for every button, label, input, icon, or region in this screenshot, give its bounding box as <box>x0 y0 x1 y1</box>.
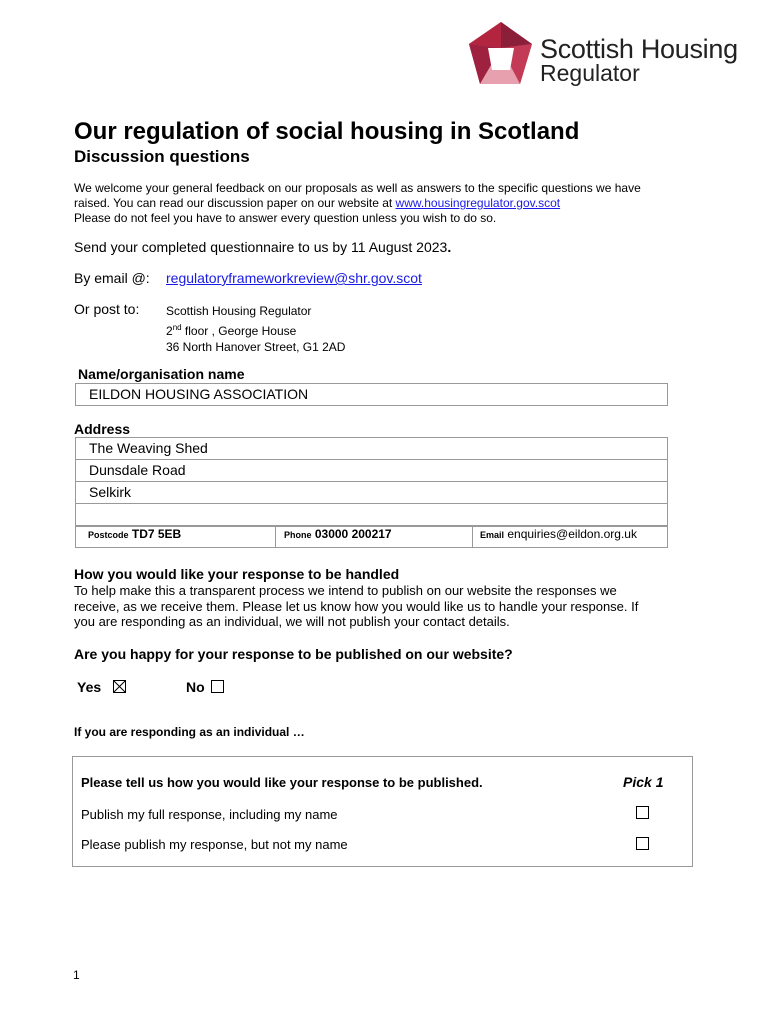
no-label: No <box>186 679 205 695</box>
intro-line2 <box>74 196 714 211</box>
submission-email-link[interactable]: regulatoryframeworkreview@shr.gov.scot <box>166 270 422 286</box>
phone-label: Phone <box>284 530 312 540</box>
page-subtitle: Discussion questions <box>74 147 250 166</box>
postal-floor-rest: floor , George House <box>181 323 297 338</box>
handling-line1: To help make this a transparent process we intend to publish on our website the responses we <box>74 583 617 598</box>
contact-row <box>75 526 668 548</box>
address-line-2: Dunsdale Road <box>89 462 186 478</box>
address-line-3-field[interactable] <box>75 481 668 504</box>
deadline-sentence: Send your completed questionnaire to us by 11 August 2023 <box>74 239 448 255</box>
postal-address <box>166 303 345 356</box>
postal-line1: Scottish Housing Regulator <box>166 304 312 318</box>
no-checkbox[interactable] <box>211 680 224 693</box>
address-line-1: The Weaving Shed <box>89 440 208 456</box>
handling-heading: How you would like your response to be handled <box>74 566 400 582</box>
publish-preference-table <box>72 756 693 867</box>
page-number: 1 <box>73 968 80 982</box>
postal-line3: 36 North Hanover Street, G1 2AD <box>166 340 346 354</box>
name-label: Name/organisation name <box>78 366 245 382</box>
address-line-4-field[interactable] <box>75 503 668 526</box>
website-link[interactable]: www.housingregulator.gov.scot <box>395 196 561 210</box>
shr-logo-icon <box>466 18 536 90</box>
postcode-field[interactable] <box>76 527 276 547</box>
name-field[interactable] <box>75 383 668 406</box>
intro-text <box>74 181 714 226</box>
email-label: By email @: <box>74 270 150 286</box>
phone-field[interactable] <box>276 527 473 547</box>
postal-floor-sup: nd <box>172 322 182 332</box>
option-anonymous-checkbox[interactable] <box>636 837 649 850</box>
address-line-1-field[interactable] <box>75 437 668 460</box>
deadline-text <box>74 239 451 255</box>
deadline-period: . <box>447 239 452 255</box>
option-full-response-label: Publish my full response, including my name <box>81 807 338 822</box>
email-field-label: Email <box>480 530 505 540</box>
logo-text-line2: Regulator <box>540 60 640 86</box>
handling-line3: you are responding as an individual, we will not publish your contact details. <box>74 614 510 629</box>
pick-one-label: Pick 1 <box>623 774 664 790</box>
address-line-2-field[interactable] <box>75 459 668 482</box>
option-anonymous-label: Please publish my response, but not my name <box>81 837 348 852</box>
post-label: Or post to: <box>74 301 140 317</box>
postal-line2 <box>166 320 345 340</box>
yes-label: Yes <box>77 679 102 695</box>
intro-line3: Please do not feel you have to answer every question unless you wish to do so. <box>74 211 497 225</box>
handling-line2: receive, as we receive them. Please let us know how you would like us to handle your response. If <box>74 598 639 614</box>
email-field[interactable] <box>473 527 667 547</box>
phone-value: 03000 200217 <box>314 527 392 541</box>
email-field-value: enquiries@eildon.org.uk <box>507 527 637 541</box>
postcode-value: TD7 5EB <box>131 527 182 541</box>
intro-line1: We welcome your general feedback on our proposals as well as answers to the specific questions we have <box>74 181 641 195</box>
handling-paragraph <box>74 583 714 630</box>
address-line-3: Selkirk <box>89 484 132 500</box>
publish-question: Are you happy for your response to be published on our website? <box>74 646 513 662</box>
option-full-response-checkbox[interactable] <box>636 806 649 819</box>
preference-table-heading: Please tell us how you would like your response to be published. <box>81 775 483 790</box>
page-title: Our regulation of social housing in Scotland <box>74 118 580 145</box>
postal-floor-num: 2 <box>166 323 173 338</box>
logo-text-line1: Scottish Housing <box>540 34 738 64</box>
intro-line2-prefix: raised. You can read our discussion paper on our website at <box>74 196 396 210</box>
address-label: Address <box>74 421 131 437</box>
postcode-label: Postcode <box>88 530 129 540</box>
individual-heading: If you are responding as an individual … <box>74 725 305 739</box>
yes-checkbox[interactable] <box>113 680 126 693</box>
checked-x-icon <box>114 681 125 692</box>
name-value: EILDON HOUSING ASSOCIATION <box>89 386 309 402</box>
